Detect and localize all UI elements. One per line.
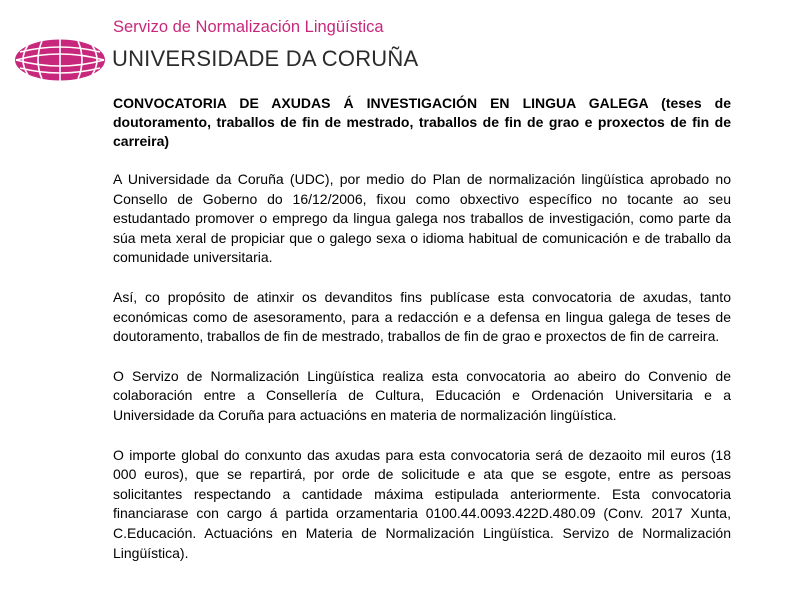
- paragraph-intro: A Universidade da Coruña (UDC), por medio do Plan de normalización lingüística aprobado no Consello de Goberno do 16/12/2006, fixou como obxectivo específico no tocante ao seu estudantado promover o emprego da lingua galega nos traballos de investigación, como parte da súa meta xeral de propiciar que o galego sexa o idioma habitual de comunicación e de traballo da comunidade universitaria.: [113, 171, 731, 266]
- paragraph-agreement: O Servizo de Normalización Lingüística realiza esta convocatoria ao abeiro do Convenio de colaboración entre a Consellería de Cultura, Educación e Ordenación Universitaria e a Universidade da Coruña para actuacións en materia de normalización lingüística.: [113, 367, 731, 423]
- paragraph-funding: O importe global do conxunto das axudas para esta convocatoria será de dezaoito mil euros (18 000 euros), que se repartirá, por orde de solicitude e ata que se esgote, entre as persoas solicitantes respectando a cantidade máxima estipulada anteriormente. Esta convocatoria financiarase con cargo á partida orzamentaria 0100.44.0093.422D.480.09 (Conv. 2017 Xunta, C.Educación. Actuacións en Materia de Normalización Lingüística. Servizo de Normalización Lingüística).: [113, 446, 731, 561]
- document-body: [113, 94, 731, 583]
- document-title: CONVOCATORIA DE AXUDAS Á INVESTIGACIÓN EN LINGUA GALEGA (teses de doutoramento, traballos de fin de mestrado, traballos de fin de grao e proxectos de fin de carreira): [113, 95, 731, 149]
- udc-logo-icon: [14, 38, 106, 82]
- university-name: UNIVERSIDADE DA CORUÑA: [112, 46, 419, 71]
- service-name: Servizo de Normalización Lingüística: [113, 18, 384, 36]
- paragraph-purpose: Así, co propósito de atinxir os devanditos fins publícase esta convocatoria de axudas, tanto económicas como de asesoramento, para a redacción e a defensa en lingua galega de teses de doutoramento, traballos de fin de mestrado, traballos de fin de grao e proxectos de fin de carreira.: [113, 288, 731, 345]
- page-header: [0, 0, 786, 90]
